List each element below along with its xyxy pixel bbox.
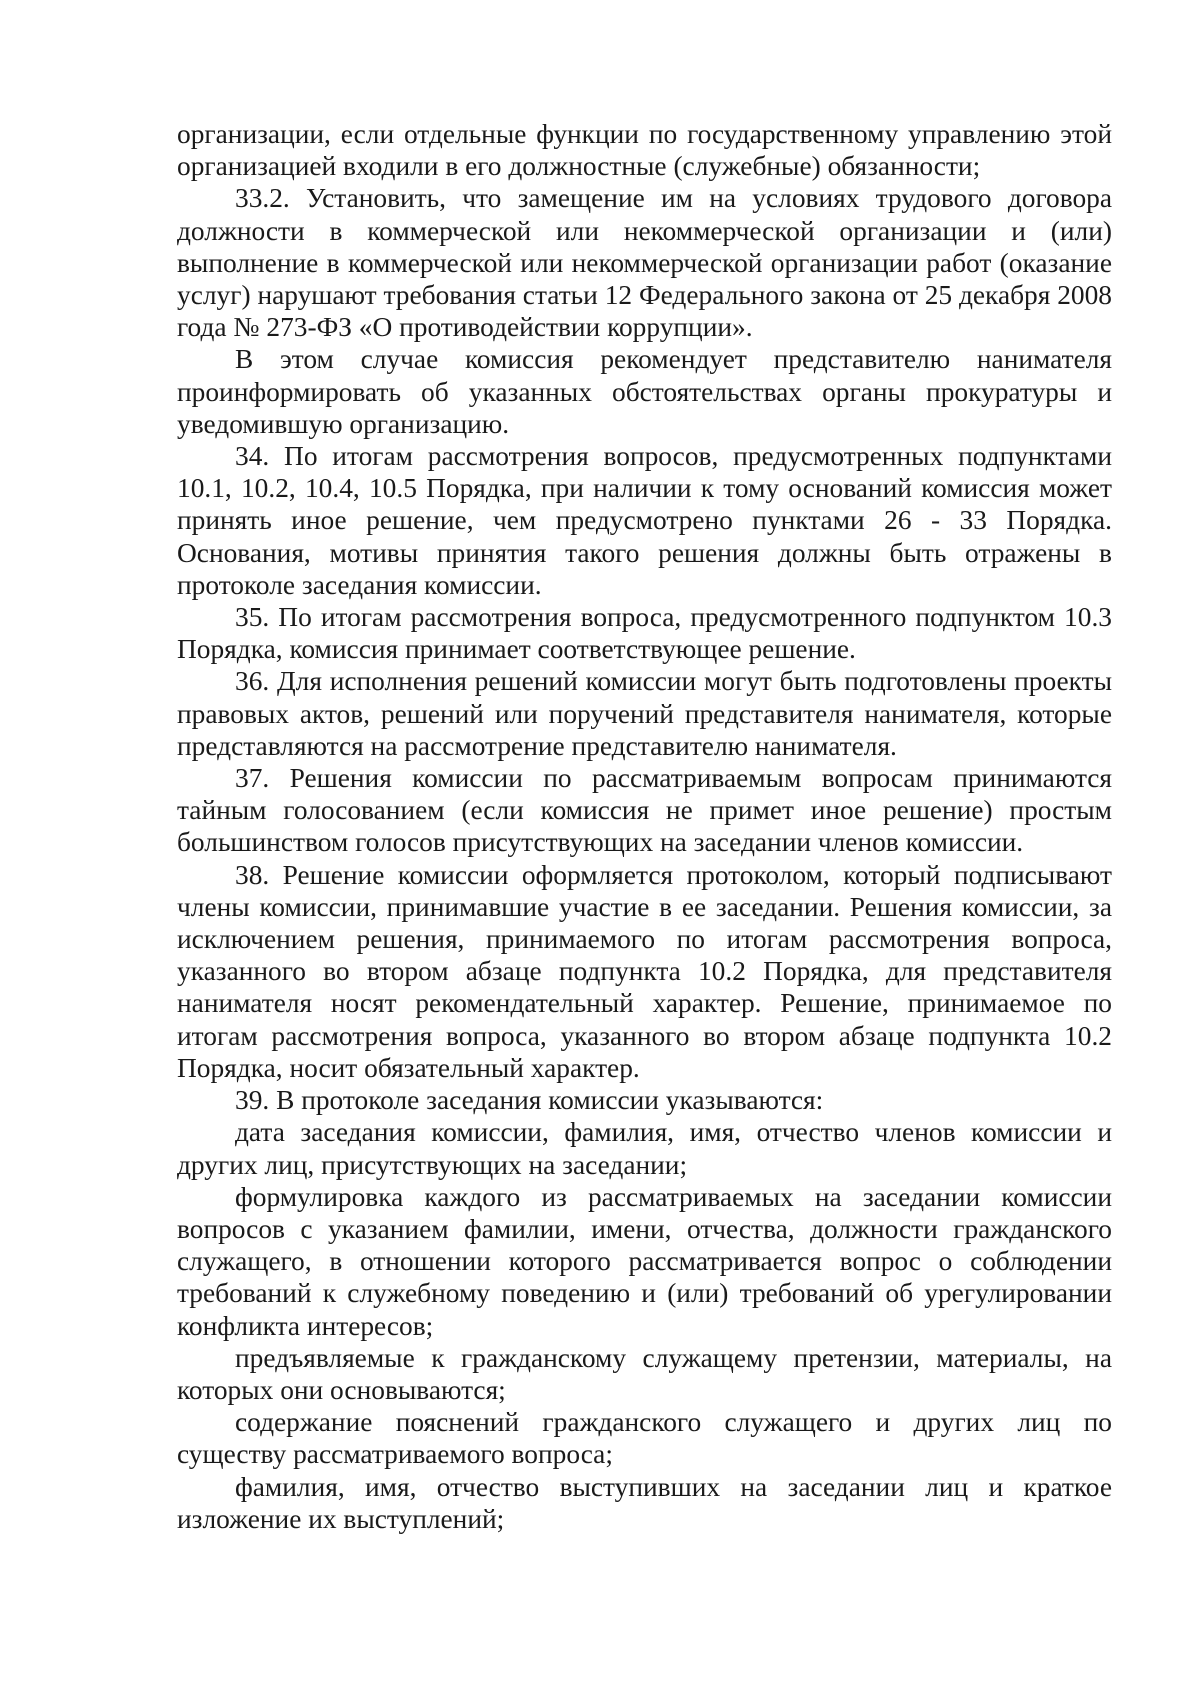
paragraph-38: 38. Решение комиссии оформляется протоколом, который подписывают члены комиссии, принимавшие участие в ее заседании. Решения комиссии, за исключением решения, принимаемого по итогам рассмотрения вопроса, указанного во втором абзаце подпункта 10.2 Порядка, для представителя нанимателя носят рекомендательный характер. Решение, принимаемое по итогам рассмотрения вопроса, указанного во втором абзаце подпункта 10.2 Порядка, носит обязательный характер. (177, 859, 1112, 1083)
list-item-claims: предъявляемые к гражданскому служащему претензии, материалы, на которых они основываются; (177, 1342, 1112, 1405)
list-item-explanations: содержание пояснений гражданского служащего и других лиц по существу рассматриваемого вопроса; (177, 1407, 1112, 1470)
paragraph-39: 39. В протоколе заседания комиссии указываются: (235, 1085, 824, 1116)
paragraph-35: 35. По итогам рассмотрения вопроса, предусмотренного подпунктом 10.3 Порядка, комиссия принимает соответствующее решение. (177, 602, 1112, 665)
paragraph-prosecution-notice: В этом случае комиссия рекомендует представителю нанимателя проинформировать об указанных обстоятельствах органы прокуратуры и уведомившую организацию. (177, 344, 1112, 439)
list-item-question-wording: формулировка каждого из рассматриваемых на заседании комиссии вопросов с указанием фамилии, имени, отчества, должности гражданского служащего, в отношении которого рассматривается вопрос о соблюдении требований к служебному поведению и (или) требований об урегулировании конфликта интересов; (177, 1181, 1112, 1341)
paragraph-36: 36. Для исполнения решений комиссии могут быть подготовлены проекты правовых актов, решений или поручений представителя нанимателя, которые представляются на рассмотрение представителю нанимателя. (177, 666, 1112, 761)
paragraph-34: 34. По итогам рассмотрения вопросов, предусмотренных подпунктами 10.1, 10.2, 10.4, 10.5 Порядка, при наличии к тому оснований комиссия может принять иное решение, чем предусмотрено пунктами 26 - 33 Порядка. Основания, мотивы принятия такого решения должны быть отражены в протоколе заседания комиссии. (177, 441, 1112, 600)
paragraph-continuation: организации, если отдельные функции по государственному управлению этой организацией входили в его должностные (служебные) обязанности; (177, 119, 1112, 182)
paragraph-33-2: 33.2. Установить, что замещение им на условиях трудового договора должности в коммерческой или некоммерческой организации и (или) выполнение в коммерческой или некоммерческой организации работ (оказание услуг) нарушают требования статьи 12 Федерального закона от 25 декабря 2008 года № 273-ФЗ «О противодействии коррупции». (177, 183, 1112, 343)
list-item-meeting-date: дата заседания комиссии, фамилия, имя, отчество членов комиссии и других лиц, присутствующих на заседании; (177, 1117, 1112, 1180)
paragraph-37: 37. Решения комиссии по рассматриваемым вопросам принимаются тайным голосованием (если комиссия не примет иное решение) простым большинством голосов присутствующих на заседании членов комиссии. (177, 763, 1112, 858)
list-item-speakers: фамилия, имя, отчество выступивших на заседании лиц и краткое изложение их выступлений; (177, 1471, 1112, 1534)
document-body (177, 118, 1112, 1535)
